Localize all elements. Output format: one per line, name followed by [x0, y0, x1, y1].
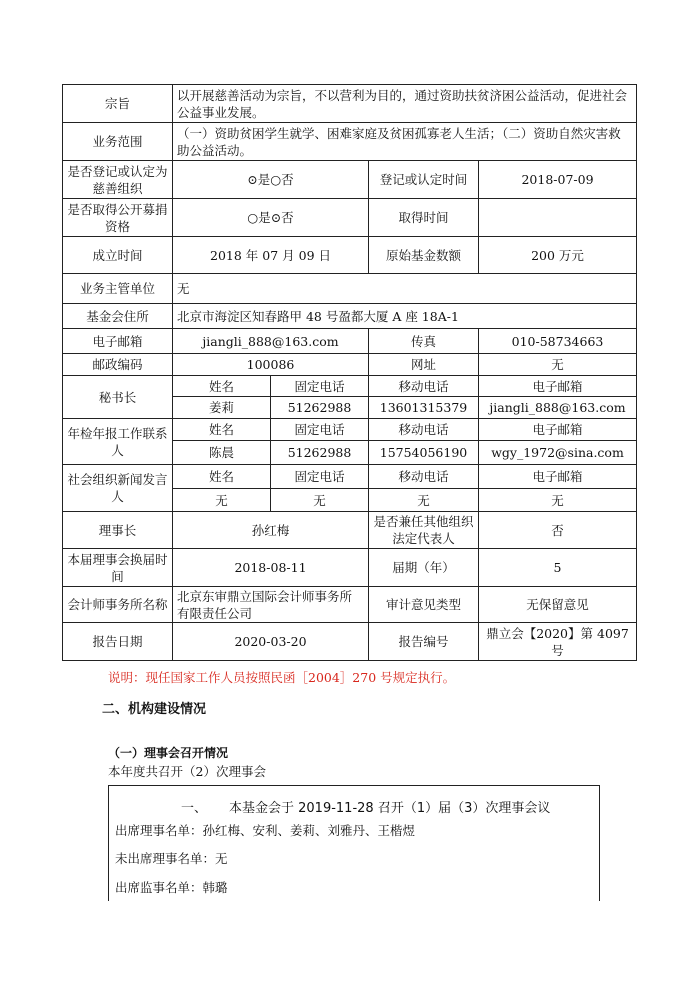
table-row: [63, 199, 637, 237]
table-row: [63, 512, 637, 549]
col-header-phone: 固定电话: [271, 419, 369, 441]
meeting-count-text: 本年度共召开（2）次理事会: [108, 764, 266, 779]
foundation-info-table: [62, 84, 637, 661]
business-scope-value: （一）资助贫困学生就学、困难家庭及贫困孤寡老人生活；（二）资助自然灾害救助公益活动。: [173, 123, 637, 161]
col-header-mobile: 移动电话: [369, 465, 479, 489]
fundraising-qualification-label: 是否取得公开募捐资格: [63, 199, 173, 237]
accounting-firm-label: 会计师事务所名称: [63, 587, 173, 623]
policy-note: 说明：现任国家工作人员按照民函［2004］270 号规定执行。: [108, 670, 456, 685]
table-row: [63, 419, 637, 441]
col-header-email: 电子邮箱: [479, 376, 637, 397]
table-row: [63, 161, 637, 199]
accounting-firm-value: 北京东审鼎立国际会计师事务所有限责任公司: [173, 587, 369, 623]
secretary-phone: 51262988: [271, 397, 369, 419]
purpose-value: 以开展慈善活动为宗旨，不以营利为目的，通过资助扶贫济困公益活动，促进社会公益事业发展。: [173, 85, 637, 123]
audit-opinion-value: 无保留意见: [479, 587, 637, 623]
legal-rep-value: 否: [479, 512, 637, 549]
fax-label: 传真: [369, 329, 479, 354]
spokesperson-phone: 无: [271, 489, 369, 512]
table-row: [63, 237, 637, 274]
spokesperson-mobile: 无: [369, 489, 479, 512]
address-label: 基金会住所: [63, 304, 173, 329]
col-header-email: 电子邮箱: [479, 465, 637, 489]
col-header-mobile: 移动电话: [369, 376, 479, 397]
website-value: 无: [479, 354, 637, 376]
report-date-value: 2020-03-20: [173, 623, 369, 661]
col-header-name: 姓名: [173, 376, 271, 397]
annual-contact-label: 年检年报工作联系人: [63, 419, 173, 465]
spokesperson-email: 无: [479, 489, 637, 512]
purpose-label: 宗旨: [63, 85, 173, 123]
term-years-label: 届期（年）: [369, 549, 479, 587]
fundraising-qualification-value: ○是⊙否: [173, 199, 369, 237]
chairman-label: 理事长: [63, 512, 173, 549]
table-row: [63, 123, 637, 161]
supervisor-unit-value: 无: [173, 274, 637, 304]
charity-status-value: ⊙是○否: [173, 161, 369, 199]
subsection-title: （一）理事会召开情况: [108, 746, 229, 760]
meeting-number: 一、: [181, 801, 208, 816]
obtained-time-label: 取得时间: [369, 199, 479, 237]
section-title: 二、机构建设情况: [102, 702, 207, 717]
table-row: [63, 587, 637, 623]
annual-contact-email: wgy_1972@sina.com: [479, 441, 637, 465]
chairman-value: 孙红梅: [173, 512, 369, 549]
board-term-change-label: 本届理事会换届时间: [63, 549, 173, 587]
secretary-mobile: 13601315379: [369, 397, 479, 419]
established-time-value: 2018 年 07 月 09 日: [173, 237, 369, 274]
annual-contact-name: 陈晨: [173, 441, 271, 465]
legal-rep-label: 是否兼任其他组织法定代表人: [369, 512, 479, 549]
col-header-phone: 固定电话: [271, 465, 369, 489]
col-header-phone: 固定电话: [271, 376, 369, 397]
registration-time-label: 登记或认定时间: [369, 161, 479, 199]
table-row: [63, 85, 637, 123]
email-value: jiangli_888@163.com: [173, 329, 369, 354]
table-row: [63, 354, 637, 376]
col-header-name: 姓名: [173, 465, 271, 489]
annual-contact-mobile: 15754056190: [369, 441, 479, 465]
spokesperson-name: 无: [173, 489, 271, 512]
col-header-name: 姓名: [173, 419, 271, 441]
business-scope-label: 业务范围: [63, 123, 173, 161]
table-row: [63, 304, 637, 329]
secretary-label: 秘书长: [63, 376, 173, 419]
audit-opinion-label: 审计意见类型: [369, 587, 479, 623]
postcode-label: 邮政编码: [63, 354, 173, 376]
charity-status-label: 是否登记或认定为慈善组织: [63, 161, 173, 199]
report-number-value: 鼎立会【2020】第 4097 号: [479, 623, 637, 661]
table-row: [63, 465, 637, 489]
postcode-value: 100086: [173, 354, 369, 376]
absent-directors: 未出席理事名单：无: [115, 851, 228, 866]
report-date-label: 报告日期: [63, 623, 173, 661]
annual-contact-phone: 51262988: [271, 441, 369, 465]
meeting-title: 本基金会于 2019-11-28 召开（1）届（3）次理事会议: [229, 801, 551, 816]
report-number-label: 报告编号: [369, 623, 479, 661]
fax-value: 010-58734663: [479, 329, 637, 354]
table-row: [63, 329, 637, 354]
registration-time-value: 2018-07-09: [479, 161, 637, 199]
table-row: [63, 274, 637, 304]
col-header-email: 电子邮箱: [479, 419, 637, 441]
secretary-name: 姜莉: [173, 397, 271, 419]
table-row: [63, 549, 637, 587]
attended-supervisors: 出席监事名单：韩璐: [115, 880, 228, 895]
term-years-value: 5: [479, 549, 637, 587]
website-label: 网址: [369, 354, 479, 376]
spokesperson-label: 社会组织新闻发言人: [63, 465, 173, 512]
established-time-label: 成立时间: [63, 237, 173, 274]
meeting-record-box: [108, 785, 600, 901]
table-row: [63, 623, 637, 661]
secretary-email: jiangli_888@163.com: [479, 397, 637, 419]
col-header-mobile: 移动电话: [369, 419, 479, 441]
address-value: 北京市海淀区知春路甲 48 号盈都大厦 A 座 18A-1: [173, 304, 637, 329]
email-label: 电子邮箱: [63, 329, 173, 354]
obtained-time-value: [479, 199, 637, 237]
original-fund-value: 200 万元: [479, 237, 637, 274]
table-row: [63, 376, 637, 397]
board-term-change-value: 2018-08-11: [173, 549, 369, 587]
supervisor-unit-label: 业务主管单位: [63, 274, 173, 304]
original-fund-label: 原始基金数额: [369, 237, 479, 274]
attended-directors: 出席理事名单：孙红梅、安利、姜莉、刘雅丹、王楷煜: [115, 823, 416, 838]
meeting-title-line: [181, 797, 550, 816]
